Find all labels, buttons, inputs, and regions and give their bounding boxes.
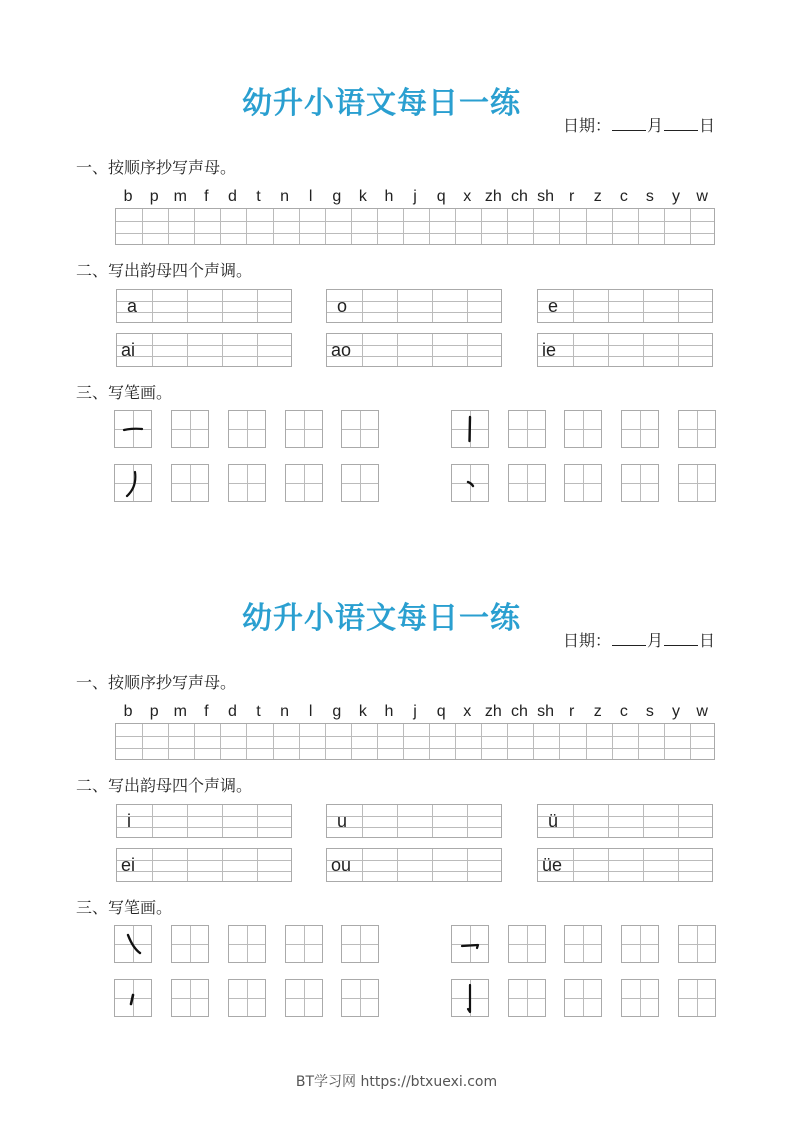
grid-line: [257, 805, 258, 837]
grid-line: [116, 736, 714, 737]
initial-letter: q: [436, 188, 446, 205]
initial-letter: c: [619, 703, 628, 720]
stroke-model-box: [451, 410, 489, 448]
initial-letter: c: [619, 188, 628, 205]
initial-letter: ch: [511, 703, 528, 720]
grid-line: [573, 334, 574, 366]
grid-line: [608, 334, 609, 366]
grid-line: [559, 209, 560, 244]
final-label: e: [548, 296, 559, 316]
grid-line: [538, 827, 712, 828]
initial-letter: n: [280, 188, 290, 205]
stroke-dian-icon: [452, 465, 488, 501]
grid-line: [327, 827, 501, 828]
grid-line: [351, 209, 352, 244]
initial-letter: w: [696, 703, 708, 720]
finals-tone-box[interactable]: [326, 804, 502, 838]
grid-line: [467, 805, 468, 837]
initial-letter: sh: [537, 188, 554, 205]
grid-line: [403, 724, 404, 759]
grid-line: [533, 209, 534, 244]
initial-letter: p: [149, 703, 159, 720]
initial-letter: t: [256, 188, 261, 205]
tian-zi-practice-box[interactable]: [564, 410, 602, 448]
finals-tone-box[interactable]: [537, 289, 713, 323]
grid-line: [327, 816, 501, 817]
grid-line: [168, 209, 169, 244]
initial-letter: w: [696, 188, 708, 205]
initial-letter: j: [413, 188, 417, 205]
stroke-model-box: [114, 925, 152, 963]
grid-line: [116, 233, 714, 234]
section-heading-strokes: 三、写笔画。: [76, 383, 173, 402]
initial-letter: n: [280, 703, 290, 720]
final-label: ü: [548, 811, 559, 831]
initial-letter: s: [645, 703, 654, 720]
initials-writing-grid[interactable]: [115, 208, 715, 245]
grid-line: [533, 724, 534, 759]
grid-line: [432, 290, 433, 322]
tian-zi-practice-box[interactable]: [341, 925, 379, 963]
grid-line: [638, 209, 639, 244]
tian-zi-practice-box[interactable]: [564, 464, 602, 502]
grid-line: [257, 849, 258, 881]
grid-line: [643, 334, 644, 366]
stroke-model-box: [114, 410, 152, 448]
month-label: 月: [646, 631, 663, 650]
grid-line: [246, 724, 247, 759]
grid-line: [608, 805, 609, 837]
tian-zi-practice-box[interactable]: [171, 925, 209, 963]
tian-zi-practice-box[interactable]: [285, 925, 323, 963]
finals-tone-box[interactable]: [537, 804, 713, 838]
grid-line: [152, 805, 153, 837]
grid-line: [222, 334, 223, 366]
final-label: ou: [331, 855, 352, 875]
grid-line: [538, 301, 712, 302]
grid-line: [397, 290, 398, 322]
grid-line: [573, 290, 574, 322]
tian-zi-practice-box[interactable]: [621, 464, 659, 502]
finals-tone-box[interactable]: [537, 848, 713, 882]
grid-line: [638, 724, 639, 759]
initial-letter: g: [332, 703, 342, 720]
final-label: i: [127, 811, 131, 831]
initial-letter: d: [227, 188, 237, 205]
tian-zi-practice-box[interactable]: [228, 925, 266, 963]
grid-line: [467, 334, 468, 366]
finals-tone-box[interactable]: [116, 289, 292, 323]
final-label: ao: [331, 340, 352, 360]
grid-line: [429, 209, 430, 244]
initial-letter: r: [568, 188, 575, 205]
grid-line: [643, 849, 644, 881]
finals-tone-box[interactable]: [326, 848, 502, 882]
tian-zi-practice-box[interactable]: [341, 410, 379, 448]
initial-letter: m: [173, 188, 187, 205]
stroke-hengzhe-icon: [452, 926, 488, 962]
grid-line: [455, 209, 456, 244]
initial-letter: q: [436, 703, 446, 720]
initial-letter: l: [308, 703, 313, 720]
final-label: ei: [121, 855, 136, 875]
finals-tone-box[interactable]: [326, 333, 502, 367]
initial-letter: x: [463, 703, 472, 720]
month-blank[interactable]: [612, 116, 646, 131]
grid-line: [117, 312, 291, 313]
date-line: [563, 113, 715, 136]
grid-line: [403, 209, 404, 244]
final-label: u: [337, 811, 348, 831]
grid-line: [608, 849, 609, 881]
day-label: 日: [698, 116, 715, 135]
grid-line: [257, 334, 258, 366]
stroke-model-box: [451, 464, 489, 502]
stroke-model-box: [114, 464, 152, 502]
final-label: o: [337, 296, 348, 316]
tian-zi-practice-box[interactable]: [678, 410, 716, 448]
grid-line: [612, 724, 613, 759]
grid-line: [397, 334, 398, 366]
grid-line: [481, 209, 482, 244]
tian-zi-practice-box[interactable]: [678, 925, 716, 963]
tian-zi-practice-box[interactable]: [171, 464, 209, 502]
section-heading-finals: 二、写出韵母四个声调。: [76, 776, 253, 795]
tian-zi-practice-box[interactable]: [621, 979, 659, 1017]
grid-line: [612, 209, 613, 244]
grid-line: [397, 805, 398, 837]
grid-line: [664, 209, 665, 244]
grid-line: [142, 209, 143, 244]
tian-zi-practice-box[interactable]: [621, 925, 659, 963]
grid-line: [327, 345, 501, 346]
grid-line: [194, 209, 195, 244]
initial-letter: y: [672, 703, 681, 720]
month-label: 月: [646, 116, 663, 135]
grid-line: [586, 724, 587, 759]
stroke-shugou-icon: [452, 980, 488, 1016]
grid-line: [327, 860, 501, 861]
worksheet-title: 幼升小语文每日一练: [242, 601, 521, 636]
initial-letter: d: [227, 703, 237, 720]
finals-tone-box[interactable]: [116, 333, 292, 367]
grid-line: [538, 816, 712, 817]
grid-line: [678, 290, 679, 322]
grid-line: [678, 805, 679, 837]
grid-line: [273, 209, 274, 244]
initial-letter: ch: [511, 188, 528, 205]
grid-line: [377, 209, 378, 244]
grid-line: [142, 724, 143, 759]
grid-line: [432, 849, 433, 881]
grid-line: [678, 849, 679, 881]
grid-line: [220, 724, 221, 759]
initial-letter: t: [256, 703, 261, 720]
grid-line: [432, 334, 433, 366]
month-blank[interactable]: [612, 631, 646, 646]
stroke-shu-icon: [452, 411, 488, 447]
grid-line: [362, 334, 363, 366]
grid-line: [327, 301, 501, 302]
grid-line: [455, 724, 456, 759]
grid-line: [690, 209, 691, 244]
grid-line: [222, 849, 223, 881]
initial-letter: b: [123, 188, 133, 205]
initial-letter: x: [463, 188, 472, 205]
grid-line: [152, 849, 153, 881]
finals-tone-box[interactable]: [326, 289, 502, 323]
initial-letter: f: [204, 188, 209, 205]
tian-zi-practice-box[interactable]: [678, 464, 716, 502]
initial-letter: j: [413, 703, 417, 720]
tian-zi-practice-box[interactable]: [564, 979, 602, 1017]
grid-line: [187, 849, 188, 881]
grid-line: [222, 290, 223, 322]
section-heading-finals: 二、写出韵母四个声调。: [76, 261, 253, 280]
grid-line: [117, 345, 291, 346]
finals-tone-box[interactable]: [537, 333, 713, 367]
grid-line: [432, 805, 433, 837]
grid-line: [116, 748, 714, 749]
tian-zi-practice-box[interactable]: [228, 979, 266, 1017]
grid-line: [643, 290, 644, 322]
grid-line: [573, 849, 574, 881]
grid-line: [362, 290, 363, 322]
grid-line: [327, 356, 501, 357]
grid-line: [187, 805, 188, 837]
stroke-model-box: [451, 979, 489, 1017]
stroke-model-box: [451, 925, 489, 963]
grid-line: [559, 724, 560, 759]
initial-letter: sh: [537, 703, 554, 720]
initial-letter: s: [645, 188, 654, 205]
date-label: 日期：: [562, 631, 611, 650]
initial-letter: r: [568, 703, 575, 720]
tian-zi-practice-box[interactable]: [228, 464, 266, 502]
initial-letter: f: [204, 703, 209, 720]
tian-zi-practice-box[interactable]: [508, 464, 546, 502]
date-label: 日期：: [562, 116, 611, 135]
initials-writing-grid[interactable]: [115, 723, 715, 760]
grid-line: [327, 312, 501, 313]
initial-letter: l: [308, 188, 313, 205]
tian-zi-practice-box[interactable]: [171, 410, 209, 448]
grid-line: [168, 724, 169, 759]
grid-line: [678, 334, 679, 366]
grid-line: [187, 290, 188, 322]
grid-line: [117, 827, 291, 828]
initial-letter: z: [593, 703, 602, 720]
tian-zi-practice-box[interactable]: [341, 464, 379, 502]
initial-letter: y: [672, 188, 681, 205]
grid-line: [325, 724, 326, 759]
initial-letter: k: [358, 703, 367, 720]
grid-line: [538, 312, 712, 313]
day-blank[interactable]: [664, 116, 698, 131]
initial-letter: zh: [484, 188, 502, 205]
initial-letter: g: [332, 188, 342, 205]
tian-zi-practice-box[interactable]: [171, 979, 209, 1017]
grid-line: [664, 724, 665, 759]
grid-line: [116, 221, 714, 222]
grid-line: [273, 724, 274, 759]
grid-line: [327, 871, 501, 872]
section-heading-initials: 一、按顺序抄写声母。: [76, 158, 237, 177]
worksheet-title: 幼升小语文每日一练: [242, 86, 521, 121]
final-label: üe: [542, 855, 563, 875]
grid-line: [643, 805, 644, 837]
date-line: [563, 628, 715, 651]
tian-zi-practice-box[interactable]: [341, 979, 379, 1017]
grid-line: [690, 724, 691, 759]
grid-line: [325, 209, 326, 244]
tian-zi-practice-box[interactable]: [621, 410, 659, 448]
tian-zi-practice-box[interactable]: [564, 925, 602, 963]
grid-line: [362, 849, 363, 881]
initial-letter: h: [384, 703, 394, 720]
grid-line: [117, 871, 291, 872]
tian-zi-practice-box[interactable]: [508, 979, 546, 1017]
initial-letter: z: [593, 188, 602, 205]
tian-zi-practice-box[interactable]: [508, 925, 546, 963]
grid-line: [538, 356, 712, 357]
grid-line: [507, 209, 508, 244]
grid-line: [507, 724, 508, 759]
grid-line: [467, 290, 468, 322]
section-heading-initials: 一、按顺序抄写声母。: [76, 673, 237, 692]
final-label: a: [127, 296, 138, 316]
grid-line: [538, 860, 712, 861]
grid-line: [362, 805, 363, 837]
stroke-na-icon: [115, 926, 151, 962]
stroke-model-box: [114, 979, 152, 1017]
grid-line: [351, 724, 352, 759]
grid-line: [299, 209, 300, 244]
grid-line: [538, 871, 712, 872]
final-label: ai: [121, 340, 136, 360]
grid-line: [257, 290, 258, 322]
grid-line: [467, 849, 468, 881]
grid-line: [117, 356, 291, 357]
initial-letter: m: [173, 703, 187, 720]
grid-line: [152, 334, 153, 366]
tian-zi-practice-box[interactable]: [285, 464, 323, 502]
stroke-ti-icon: [115, 980, 151, 1016]
grid-line: [220, 209, 221, 244]
initial-letter: zh: [484, 703, 502, 720]
initials-row: [115, 188, 715, 208]
tian-zi-practice-box[interactable]: [508, 410, 546, 448]
initials-row: [115, 703, 715, 723]
grid-line: [194, 724, 195, 759]
day-blank[interactable]: [664, 631, 698, 646]
grid-line: [586, 209, 587, 244]
section-heading-strokes: 三、写笔画。: [76, 898, 173, 917]
grid-line: [152, 290, 153, 322]
initial-letter: p: [149, 188, 159, 205]
tian-zi-practice-box[interactable]: [228, 410, 266, 448]
grid-line: [397, 849, 398, 881]
final-label: ie: [542, 340, 557, 360]
grid-line: [246, 209, 247, 244]
grid-line: [608, 290, 609, 322]
initial-letter: b: [123, 703, 133, 720]
day-label: 日: [698, 631, 715, 650]
grid-line: [299, 724, 300, 759]
initial-letter: h: [384, 188, 394, 205]
finals-tone-box[interactable]: [116, 848, 292, 882]
grid-line: [117, 860, 291, 861]
footer-watermark: BT学习网 https://btxuexi.com: [295, 1074, 498, 1090]
grid-line: [117, 301, 291, 302]
grid-line: [481, 724, 482, 759]
grid-line: [538, 345, 712, 346]
tian-zi-practice-box[interactable]: [285, 410, 323, 448]
grid-line: [377, 724, 378, 759]
tian-zi-practice-box[interactable]: [678, 979, 716, 1017]
finals-tone-box[interactable]: [116, 804, 292, 838]
grid-line: [573, 805, 574, 837]
tian-zi-practice-box[interactable]: [285, 979, 323, 1017]
grid-line: [429, 724, 430, 759]
grid-line: [117, 816, 291, 817]
stroke-pie-icon: [115, 465, 151, 501]
stroke-heng-icon: [115, 411, 151, 447]
grid-line: [222, 805, 223, 837]
initial-letter: k: [358, 188, 367, 205]
grid-line: [187, 334, 188, 366]
